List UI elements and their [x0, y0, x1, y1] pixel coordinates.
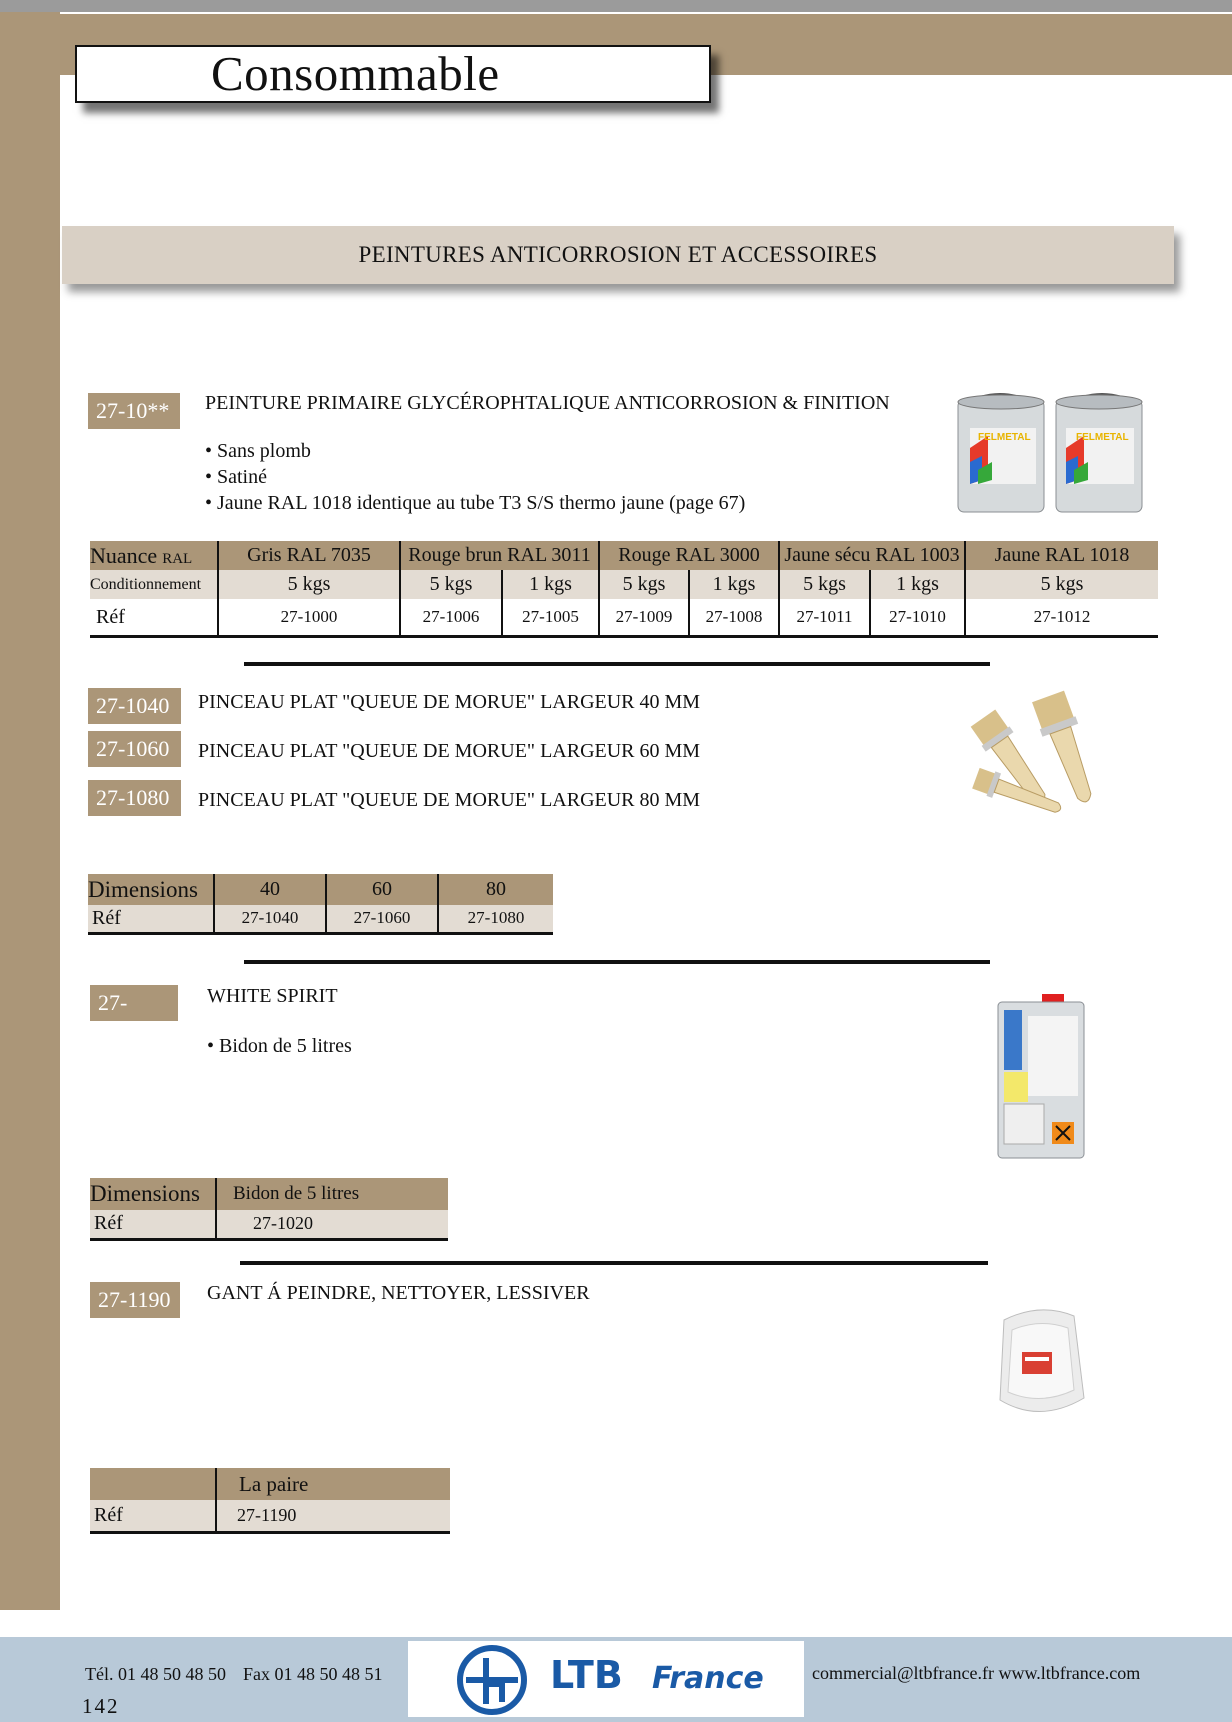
ref-label: Réf — [92, 906, 121, 929]
ref-cell: 27-1005 — [502, 599, 599, 637]
brush-table — [88, 874, 553, 935]
brush-80-ref-tag: 27-1080 — [88, 780, 181, 816]
nuance-label-cell: Nuance RAL — [90, 541, 218, 570]
ref-cell: 27-1060 — [326, 905, 438, 933]
brushes-image — [960, 688, 1116, 838]
bullet-item: • Bidon de 5 litres — [207, 1035, 352, 1057]
section-header: PEINTURES ANTICORROSION ET ACCESSOIRES — [62, 226, 1174, 284]
pair-header: La paire — [216, 1468, 450, 1500]
bullet-item: • Jaune RAL 1018 identique au tube T3 S/S thermo jaune (page 67) — [205, 492, 746, 514]
table-row — [90, 1210, 448, 1239]
glove-ref-tag: 27-1190 — [90, 1282, 180, 1318]
dim-cell: 40 — [214, 874, 326, 905]
bullet-item: • Satiné — [205, 466, 267, 488]
dim-cell: 60 — [326, 874, 438, 905]
top-strip — [0, 0, 1232, 12]
primer-ref-tag: 27-10** — [88, 393, 180, 429]
footer-fax: Fax 01 48 50 48 51 — [243, 1664, 383, 1684]
ltb-logo-icon — [456, 1644, 530, 1716]
spirit-title: WHITE SPIRIT — [207, 985, 338, 1007]
white-spirit-can-image — [990, 992, 1094, 1164]
size-cell: 5 kgs — [965, 570, 1158, 599]
dim-cell: Bidon de 5 litres — [216, 1178, 448, 1210]
table-row — [90, 570, 1158, 599]
logo-text-main: LTB — [550, 1653, 623, 1697]
footer-contact: commercial@ltbfrance.fr www.ltbfrance.com — [812, 1663, 1141, 1683]
brush-60-ref-tag: 27-1060 — [88, 731, 181, 767]
table-row — [90, 1178, 448, 1210]
size-cell: 1 kgs — [870, 570, 965, 599]
primer-table — [90, 541, 1158, 638]
paint-buckets-image — [948, 388, 1146, 518]
table-row — [90, 1468, 450, 1500]
dim-label: Dimensions — [88, 876, 198, 902]
ref-cell: 27-1012 — [965, 599, 1158, 637]
ref-cell: 27-1080 — [438, 905, 553, 933]
size-cell: 5 kgs — [599, 570, 689, 599]
table-row — [90, 599, 1158, 637]
cond-label: Conditionnement — [90, 570, 218, 599]
brush-80-title: PINCEAU PLAT "QUEUE DE MORUE" LARGEUR 80 MM — [198, 789, 701, 811]
color-header: Jaune sécu RAL 1003 — [779, 541, 965, 570]
glove-title: GANT Á PEINDRE, NETTOYER, LESSIVER — [207, 1282, 590, 1304]
section-divider — [244, 960, 990, 964]
color-header: Rouge brun RAL 3011 — [400, 541, 599, 570]
ref-cell: 27-1006 — [400, 599, 502, 637]
ref-cell: 27-1000 — [218, 599, 400, 637]
size-cell: 1 kgs — [689, 570, 779, 599]
brush-40-title: PINCEAU PLAT "QUEUE DE MORUE" LARGEUR 40 MM — [198, 691, 701, 713]
brush-40-ref-tag: 27-1040 — [88, 688, 181, 724]
brush-60-title: PINCEAU PLAT "QUEUE DE MORUE" LARGEUR 60 MM — [198, 740, 701, 762]
page-number: 142 — [82, 1694, 120, 1718]
logo-box — [408, 1641, 804, 1717]
empty-header-cell — [90, 1468, 216, 1500]
ref-cell: 27-1040 — [214, 905, 326, 933]
glove-table — [90, 1468, 450, 1534]
spirit-table — [90, 1178, 448, 1241]
bucket-label-2: FELMETAL — [1076, 432, 1129, 443]
size-cell: 5 kgs — [400, 570, 502, 599]
dim-label: Dimensions — [90, 1181, 200, 1206]
page-title-box — [75, 45, 711, 103]
size-cell: 5 kgs — [218, 570, 400, 599]
spirit-ref-tag: 27-1020 — [90, 985, 178, 1021]
color-header: Jaune RAL 1018 — [965, 541, 1158, 570]
left-sidebar-band — [0, 12, 60, 1610]
dim-cell: 80 — [438, 874, 553, 905]
glove-image — [990, 1300, 1090, 1420]
logo-text-sub: France — [652, 1661, 764, 1696]
ref-label: Réf — [94, 1212, 123, 1235]
section-divider — [240, 1261, 988, 1265]
color-header: Gris RAL 7035 — [218, 541, 400, 570]
primer-bullets — [205, 438, 745, 516]
bucket-label-1: FELMETAL — [978, 432, 1031, 443]
table-row — [90, 1500, 450, 1532]
color-header: Rouge RAL 3000 — [599, 541, 779, 570]
size-cell: 5 kgs — [779, 570, 870, 599]
primer-title: PEINTURE PRIMAIRE GLYCÉROPHTALIQUE ANTICORROSION & FINITION — [205, 392, 890, 414]
size-cell: 1 kgs — [502, 570, 599, 599]
ref-cell: 27-1190 — [216, 1500, 450, 1532]
table-row — [90, 541, 1158, 570]
ref-label: Réf — [94, 1503, 123, 1526]
section-divider — [244, 662, 990, 666]
ref-cell: 27-1020 — [216, 1210, 448, 1239]
bullet-item: • Sans plomb — [205, 440, 311, 462]
table-row — [88, 874, 553, 905]
footer-phone: Tél. 01 48 50 48 50 — [85, 1664, 226, 1684]
ref-label: Réf — [96, 605, 125, 628]
ref-cell: 27-1009 — [599, 599, 689, 637]
ref-cell: 27-1010 — [870, 599, 965, 637]
ref-cell: 27-1008 — [689, 599, 779, 637]
table-row — [88, 905, 553, 933]
ref-cell: 27-1011 — [779, 599, 870, 637]
page-title: Consommable — [211, 46, 500, 101]
